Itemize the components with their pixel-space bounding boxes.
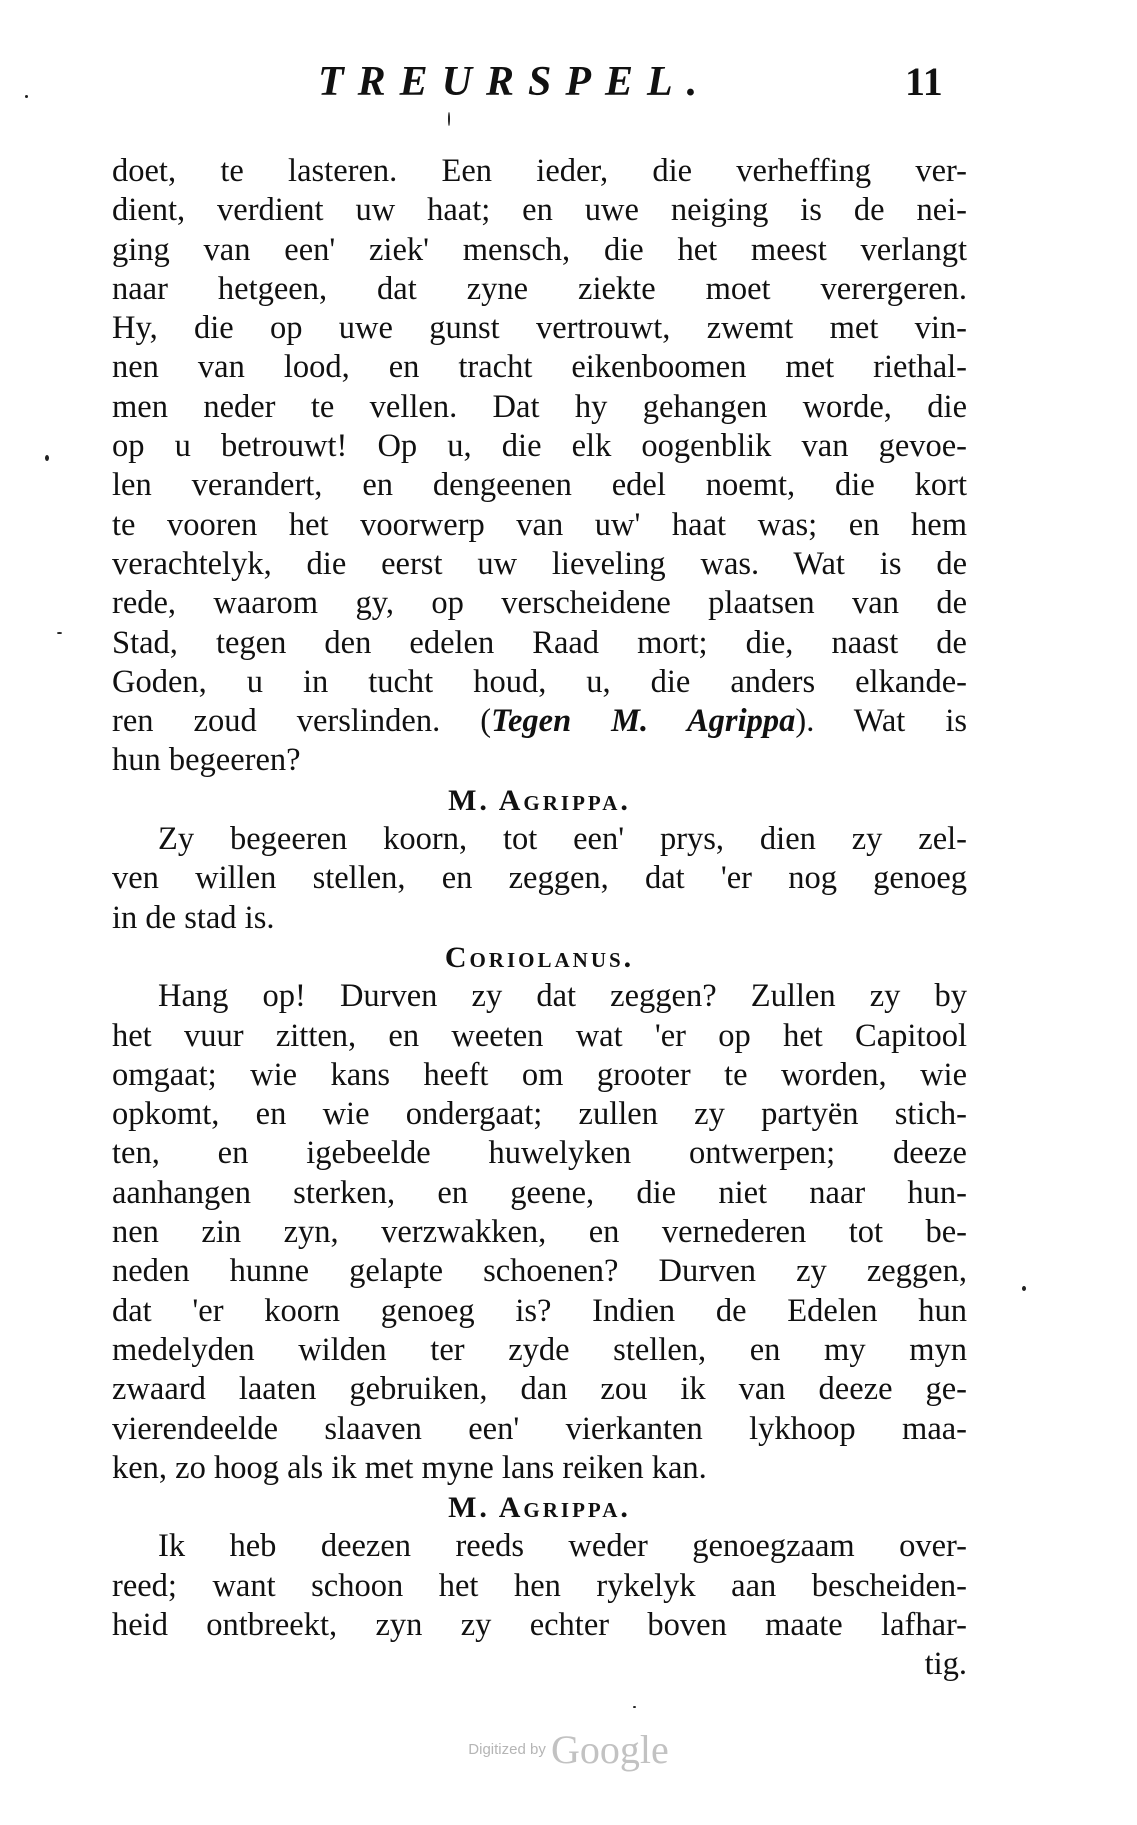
text-line: rede, waarom gy, op verscheidene plaatsen van de xyxy=(112,585,967,622)
text-line: omgaat; wie kans heeft om grooter te worden, wie xyxy=(112,1056,967,1093)
text-line: te vooren het voorwerp van uw' haat was; en hem xyxy=(112,506,967,543)
text-line: dient, verdient uw haat; en uwe neiging is de nei- xyxy=(112,192,967,229)
text-line: neden hunne gelapte schoenen? Durven zy zeggen, xyxy=(112,1253,967,1290)
text-line: het vuur zitten, en weeten wat 'er op het Capitool xyxy=(112,1017,967,1054)
digitized-by-text: Digitized by xyxy=(468,1741,546,1758)
text-line: ten, en igebeelde huwelyken ontwerpen; deeze xyxy=(112,1135,967,1172)
text-line: dat 'er koorn genoeg is? Indien de Edelen hun xyxy=(112,1292,967,1329)
text-line: Hang op! Durven zy dat zeggen? Zullen zy by xyxy=(158,978,967,1015)
text-line: op u betrouwt! Op u, die elk oogenblik van gevoe- xyxy=(112,428,967,465)
print-speck xyxy=(57,632,62,634)
running-title: TREURSPEL. xyxy=(318,59,712,105)
paragraph-3 xyxy=(112,977,967,1488)
text-line: ken, zo hoog als ik met myne lans reiken kan. xyxy=(112,1449,707,1486)
text-line: Goden, u in tucht houd, u, die anders elkande- xyxy=(112,663,967,700)
paragraph-4 xyxy=(112,1527,967,1684)
text-line: Zy begeeren koorn, tot een' prys, dien zy zel- xyxy=(158,821,967,858)
text-line: Ik heb deezen reeds weder genoegzaam over- xyxy=(158,1528,967,1565)
stage-direction: Tegen M. Agrippa xyxy=(491,703,796,740)
text-line: doet, te lasteren. Een ieder, die verheffing ver- xyxy=(112,153,967,189)
print-speck xyxy=(448,112,450,126)
text-line: naar hetgeen, dat zyne ziekte moet verergeren. xyxy=(112,270,967,307)
text-line: medelyden wilden ter zyde stellen, en my myn xyxy=(112,1331,967,1368)
text-line: verachtelyk, die eerst uw lieveling was. Wat is de xyxy=(112,545,967,582)
text-line: reed; want schoon het hen rykelyk aan bescheiden- xyxy=(112,1567,967,1604)
text-line: hun begeeren? xyxy=(112,742,301,779)
text-line: opkomt, en wie ondergaat; zullen zy partyën stich- xyxy=(112,1096,967,1133)
text-line: men neder te vellen. Dat hy gehangen worde, die xyxy=(112,388,967,425)
speaker-heading: M. Agrippa. xyxy=(448,1491,631,1525)
catchword: tig. xyxy=(924,1646,967,1683)
text-line-with-stage-direction xyxy=(112,702,967,741)
speaker-heading: M. Agrippa. xyxy=(448,783,631,817)
text-segment: ). Wat is xyxy=(795,703,967,740)
google-logo: Google xyxy=(550,1727,669,1772)
print-speck xyxy=(1022,1286,1026,1291)
text-line: ging van een' ziek' mensch, die het meest verlangt xyxy=(112,231,967,268)
print-speck xyxy=(45,455,49,461)
text-line: zwaard laaten gebruiken, dan zou ik van deeze ge- xyxy=(112,1371,967,1408)
text-line: Hy, die op uwe gunst vertrouwt, zwemt met vin- xyxy=(112,310,967,347)
text-line: len verandert, en dengeenen edel noemt, die kort xyxy=(112,467,967,504)
print-speck xyxy=(633,1706,636,1708)
print-speck xyxy=(25,95,28,98)
text-line: vierendeelde slaaven een' vierkanten lykhoop maa- xyxy=(112,1410,967,1447)
text-line: Stad, tegen den edelen Raad mort; die, naast de xyxy=(112,624,967,661)
text-line: ven willen stellen, en zeggen, dat 'er nog genoeg xyxy=(112,860,967,897)
text-line: in de stad is. xyxy=(112,899,275,936)
running-head xyxy=(0,58,1137,108)
digitized-watermark xyxy=(0,1726,1137,1773)
paragraph-1 xyxy=(112,152,967,781)
paragraph-2 xyxy=(112,820,967,938)
text-line: nen van lood, en tracht eikenboomen met riethal- xyxy=(112,349,967,386)
text-line: nen zin zyn, verzwakken, en vernederen tot be- xyxy=(112,1214,967,1251)
body-text xyxy=(112,152,967,1685)
text-segment: ren zoud verslinden. ( xyxy=(112,703,492,740)
speaker-heading: Coriolanus. xyxy=(444,940,635,974)
text-line: aanhangen sterken, en geene, die niet naar hun- xyxy=(112,1174,967,1211)
text-line: heid ontbreekt, zyn zy echter boven maate lafhar- xyxy=(112,1606,967,1643)
page-number: 11 xyxy=(905,59,943,104)
